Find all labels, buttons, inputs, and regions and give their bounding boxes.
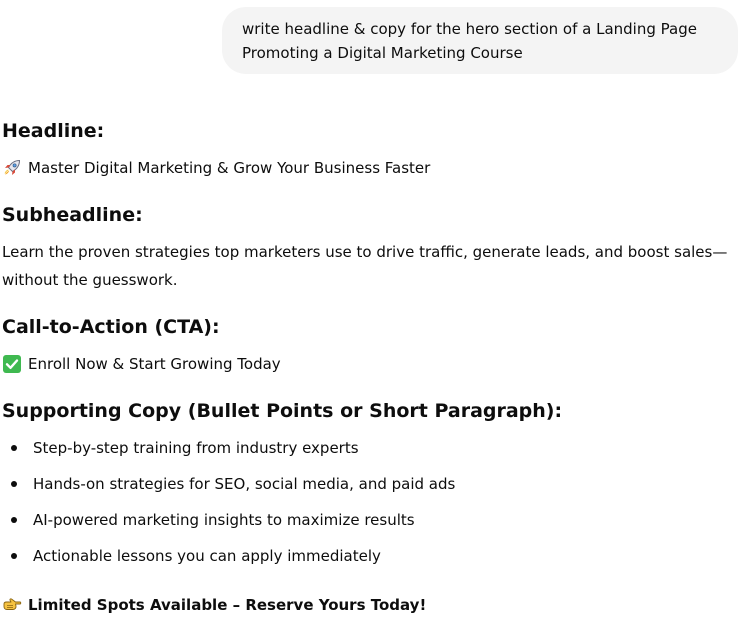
user-message-text: write headline & copy for the hero section of a Landing Page Promoting a Digital Marketing Course (242, 20, 697, 62)
supporting-bullet-list (2, 436, 455, 580)
bullet-dot (11, 481, 17, 487)
cta-heading: Call-to-Action (CTA): (2, 316, 220, 338)
list-item (2, 436, 455, 472)
cta-text: Enroll Now & Start Growing Today (28, 355, 281, 373)
bullet-text: AI-powered marketing insights to maximize results (33, 511, 415, 529)
closing-text: Limited Spots Available – Reserve Yours Today! (28, 596, 427, 614)
list-item (2, 472, 455, 508)
rocket-icon (2, 158, 22, 178)
bullet-dot (11, 445, 17, 451)
list-item (2, 544, 455, 580)
bullet-text: Hands-on strategies for SEO, social media, and paid ads (33, 475, 456, 493)
headline-line (2, 156, 430, 180)
subheadline-heading: Subheadline: (2, 204, 143, 226)
user-message-bubble (222, 7, 738, 74)
headline-text: Master Digital Marketing & Grow Your Business Faster (28, 159, 431, 177)
supporting-heading: Supporting Copy (Bullet Points or Short Paragraph): (2, 400, 563, 422)
cta-line (2, 352, 281, 376)
bullet-dot (11, 553, 17, 559)
check-mark-button-icon (2, 354, 22, 374)
closing-line (2, 593, 426, 617)
subheadline-text: Learn the proven strategies top marketers use to drive traffic, generate leads, and boost sales—without the guesswork. (2, 243, 728, 289)
list-item (2, 508, 455, 544)
headline-heading: Headline: (2, 120, 105, 142)
bullet-text: Step-by-step training from industry experts (33, 439, 359, 457)
bullet-text: Actionable lessons you can apply immediately (33, 547, 381, 565)
pointing-hand-icon (2, 595, 22, 615)
bullet-dot (11, 517, 17, 523)
